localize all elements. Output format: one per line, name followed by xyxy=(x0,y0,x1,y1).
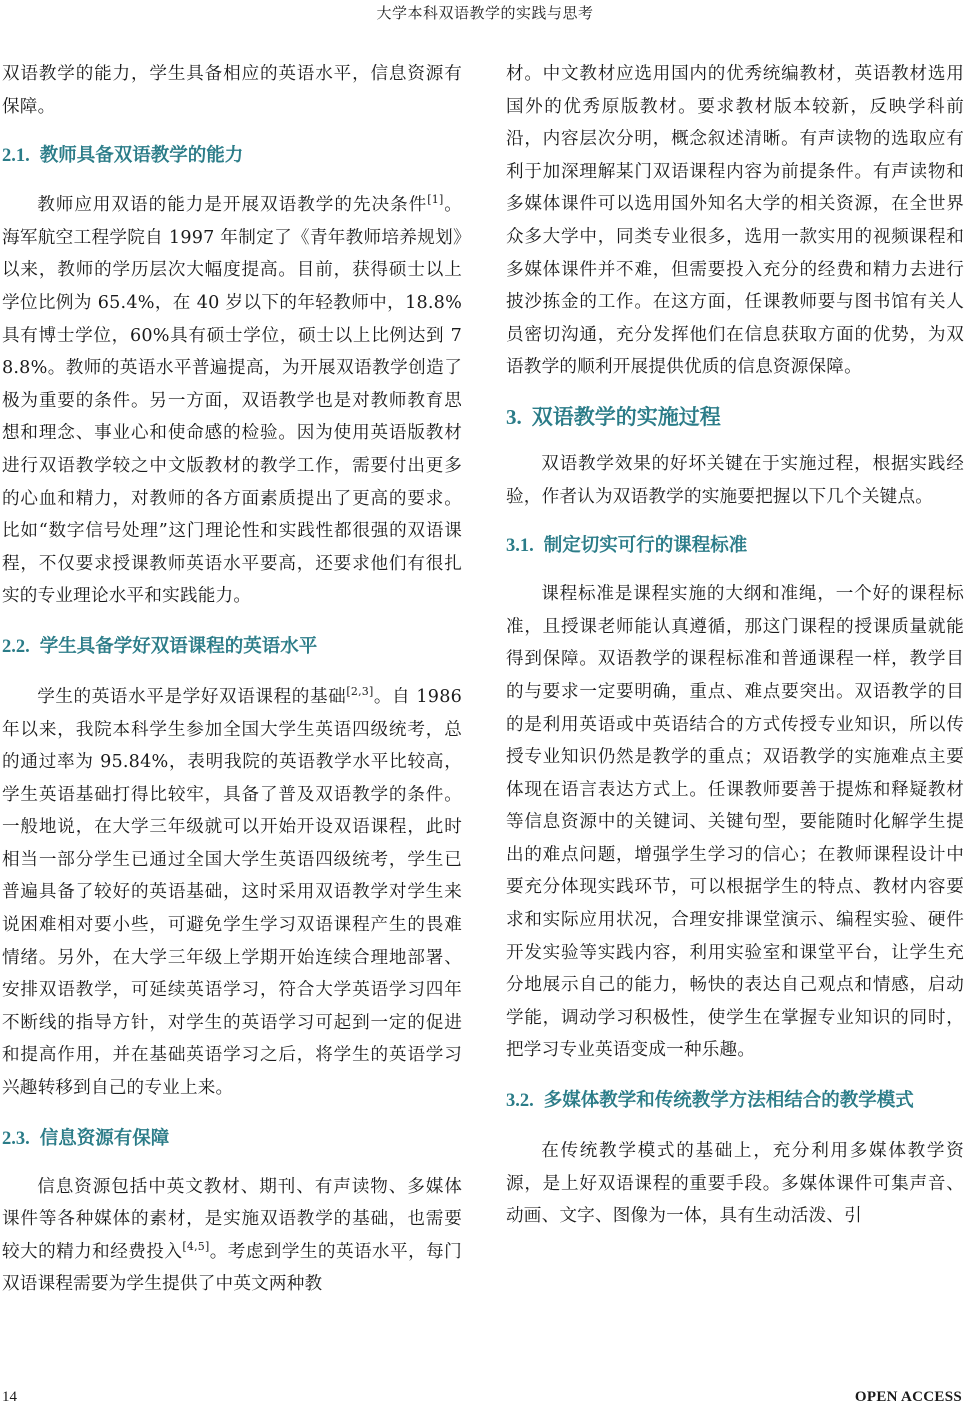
right-column xyxy=(506,58,964,1233)
paragraph-3-1: 课程标准是课程实施的大纲和准绳，一个好的课程标准，且授课老师能认真遵循，那这门课程的授课质量就能得到保障。双语教学的课程标准和普通课程一样，教学目的与要求一定要明确，重点、难点要突出。双语教学的目的是利用英语或中英语结合的方式传授专业知识，所以传授专业知识仍然是教学的重点；双语教学的实施难点主要体现在语言表达方式上。任课教师要善于提炼和释疑教材等信息资源中的关键词、关键句型，要能随时化解学生提出的难点问题，增强学生学习的信心；在教师课程设计中要充分体现实践环节，可以根据学生的特点、教材内容要求和实际应用状况，合理安排课堂演示、编程实验、硬件开发实验等实践内容，利用实验室和课堂平台，让学生充分地展示自己的能力，畅快的表达自己观点和情感，启动学能，调动学习积极性，使学生在掌握专业知识的同时，把学习专业英语变成一种乐趣。 xyxy=(506,584,964,1061)
left-column xyxy=(2,58,462,1301)
heading-number: 2.1. xyxy=(2,146,30,167)
paragraph-text: 学生的英语水平是学好双语课程的基础 xyxy=(37,686,347,707)
intro-paragraph: 双语教学的能力，学生具备相应的英语水平，信息资源有保障。 xyxy=(2,64,462,117)
heading-2-3 xyxy=(2,1125,462,1153)
paragraph-3-2: 在传统教学模式的基础上，充分利用多媒体教学资源，是上好双语课程的重要手段。多媒体课件可集声音、动画、文字、图像为一体，具有生动活泼、引 xyxy=(506,1141,964,1227)
paragraph-text: 。海军航空工程学院自 1997 年制定了《青年教师培养规划》以来，教师的学历层次大幅度提高。目前，获得硕士以上学位比例为 65.4%，在 40 岁以下的年轻教师中，18.8%具有博士学位，60%具有硕士学位，硕士以上比例达到 78.8%。教师的英语水平普遍提高，为开展双语教学创造了极为重要的条件。另一方面，双语教学也是对教师教育思想和理念、事业心和使命感的检验。因为使用英语版教材进行双语教学较之中文版教材的教学工作，需要付出更多的心血和精力，对教师的各方面素质提出了更高的要求。比如“数字信号处理”这门理论性和实践性都很强的双语课程，不仅要求授课教师英语水平要高，还要求他们有很扎实的专业理论水平和实践能力。 xyxy=(2,195,463,607)
heading-number: 2.3. xyxy=(2,1128,30,1149)
citation: [1] xyxy=(427,193,444,207)
heading-number: 2.2. xyxy=(2,636,30,657)
paragraph-2-3 xyxy=(2,1171,462,1301)
heading-number: 3.1. xyxy=(506,536,534,557)
paragraph-text: 教师应用双语的能力是开展双语教学的先决条件 xyxy=(37,195,428,216)
heading-number: 3.2. xyxy=(506,1091,534,1112)
heading-text: 制定切实可行的课程标准 xyxy=(543,535,748,557)
heading-text: 双语教学的实施过程 xyxy=(531,404,721,429)
heading-3 xyxy=(506,402,964,432)
heading-3-1 xyxy=(506,532,964,560)
heading-text: 学生具备学好双语课程的英语水平 xyxy=(39,635,318,657)
heading-number: 3. xyxy=(506,404,522,429)
paragraph-2-2 xyxy=(2,681,462,1105)
open-access-label: OPEN ACCESS xyxy=(854,1389,962,1405)
heading-3-2 xyxy=(506,1085,964,1117)
heading-text: 信息资源有保障 xyxy=(39,1127,170,1149)
paragraph-2-1 xyxy=(2,189,462,613)
paragraph-text: 。考虑到学生的英语水平，每门双语课程需要为学生提供了中英文两种教 xyxy=(2,1241,462,1295)
heading-2-1 xyxy=(2,142,462,170)
heading-text: 教师具备双语教学的能力 xyxy=(39,145,244,167)
running-title: 大学本科双语教学的实践与思考 xyxy=(376,4,594,22)
paragraph-3: 双语教学效果的好坏关键在于实施过程，根据实践经验，作者认为双语教学的实施要把握以下几个关键点。 xyxy=(506,453,964,507)
heading-text: 多媒体教学和传统教学方法相结合的教学模式 xyxy=(543,1090,914,1112)
citation: [4,5] xyxy=(182,1239,210,1253)
paragraph-text: 信息资源包括中英文教材、期刊、有声读物、多媒体课件等各种媒体的素材，是实施双语教学的基础，也需要较大的精力和经费投入 xyxy=(2,1176,462,1262)
paragraph-text: 。自 1986 年以来，我院本科学生参加全国大学生英语四级统考，总的通过率为 95.84%，表明我院的英语教学水平比较高，学生英语基础打得比较牢，具备了普及双语教学的条件。一般地说，在大学三年级就可以开始开设双语课程，此时相当一部分学生已通过全国大学生英语四级统考，学生已普遍具备了较好的英语基础，这时采用双语教学对学生来说困难相对要小些，可避免学生学习双语课程产生的畏难情绪。另外，在大学三年级上学期开始连续合理地部署、安排双语教学，可延续英语学习，符合大学英语学习四年不断线的指导方针，对学生的英语学习可起到一定的促进和提高作用，并在基础英语学习之后，将学生的英语学习兴趣转移到自己的专业上来。 xyxy=(2,686,462,1099)
citation: [2,3] xyxy=(346,684,374,698)
continued-paragraph: 材。中文教材应选用国内的优秀统编教材，英语教材选用国外的优秀原版教材。要求教材版本较新，反映学科前沿，内容层次分明，概念叙述清晰。有声读物的选取应有利于加深理解某门双语课程内容为前提条件。有声读物和多媒体课件可以选用国外知名大学的相关资源，在全世界众多大学中，同类专业很多，选用一款实用的视频课程和多媒体课件并不难，但需要投入充分的经费和精力去进行披沙拣金的工作。在这方面，任课教师要与图书馆有关人员密切沟通，充分发挥他们在信息获取方面的优势，为双语教学的顺利开展提供优质的信息资源保障。 xyxy=(506,64,964,378)
heading-2-2 xyxy=(2,633,462,661)
page-number: 14 xyxy=(2,1389,17,1405)
